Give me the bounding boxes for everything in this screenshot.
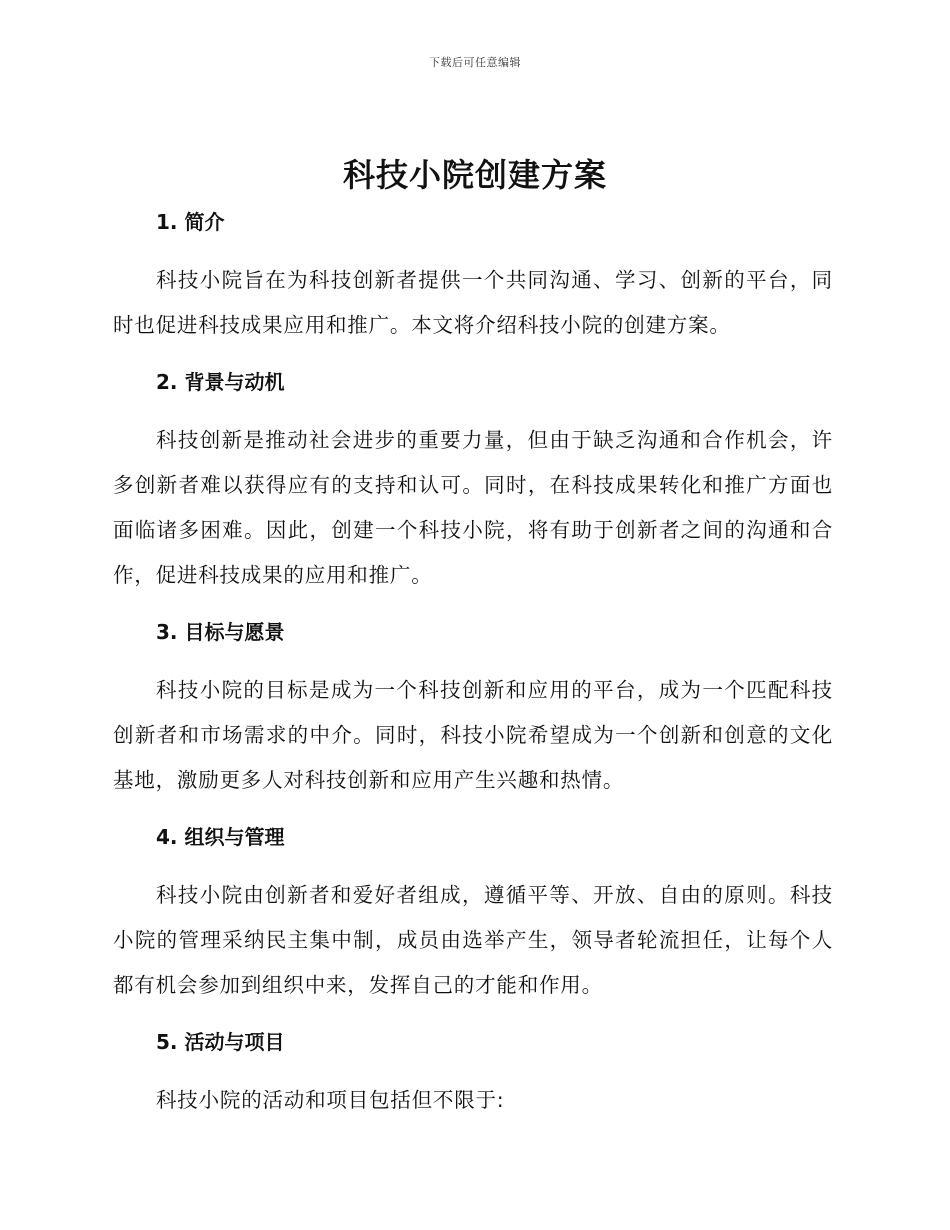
header-note: 下载后可任意编辑 [429, 56, 521, 69]
section-heading-intro: 1. 简介 [156, 210, 225, 234]
section-paragraph-goals: 科技小院的目标是成为一个科技创新和应用的平台，成为一个匹配科技创新者和市场需求的中介。同时，科技小院希望成为一个创新和创意的文化基地，激励更多人对科技创新和应用产生兴趣和热情。 [113, 678, 833, 792]
section-paragraph-background: 科技创新是推动社会进步的重要力量，但由于缺乏沟通和合作机会，许多创新者难以获得应有的支持和认可。同时，在科技成果转化和推广方面也面临诸多困难。因此，创建一个科技小院，将有助于创新者之间的沟通和合作，促进科技成果的应用和推广。 [113, 428, 833, 587]
document-body [113, 200, 833, 1123]
section-paragraph-intro: 科技小院旨在为科技创新者提供一个共同沟通、学习、创新的平台，同时也促进科技成果应用和推广。本文将介绍科技小院的创建方案。 [113, 268, 833, 337]
section-heading-background: 2. 背景与动机 [156, 370, 285, 394]
section-paragraph-activities: 科技小院的活动和项目包括但不限于: [156, 1088, 505, 1112]
section-heading-activities: 5. 活动与项目 [156, 1030, 285, 1054]
section-heading-organization: 4. 组织与管理 [156, 825, 285, 849]
section-heading-goals: 3. 目标与愿景 [156, 620, 285, 644]
document-title: 科技小院创建方案 [342, 156, 607, 194]
section-paragraph-organization: 科技小院由创新者和爱好者组成，遵循平等、开放、自由的原则。科技小院的管理采纳民主集中制，成员由选举产生，领导者轮流担任，让每个人都有机会参加到组织中来，发挥自己的才能和作用。 [113, 883, 833, 997]
